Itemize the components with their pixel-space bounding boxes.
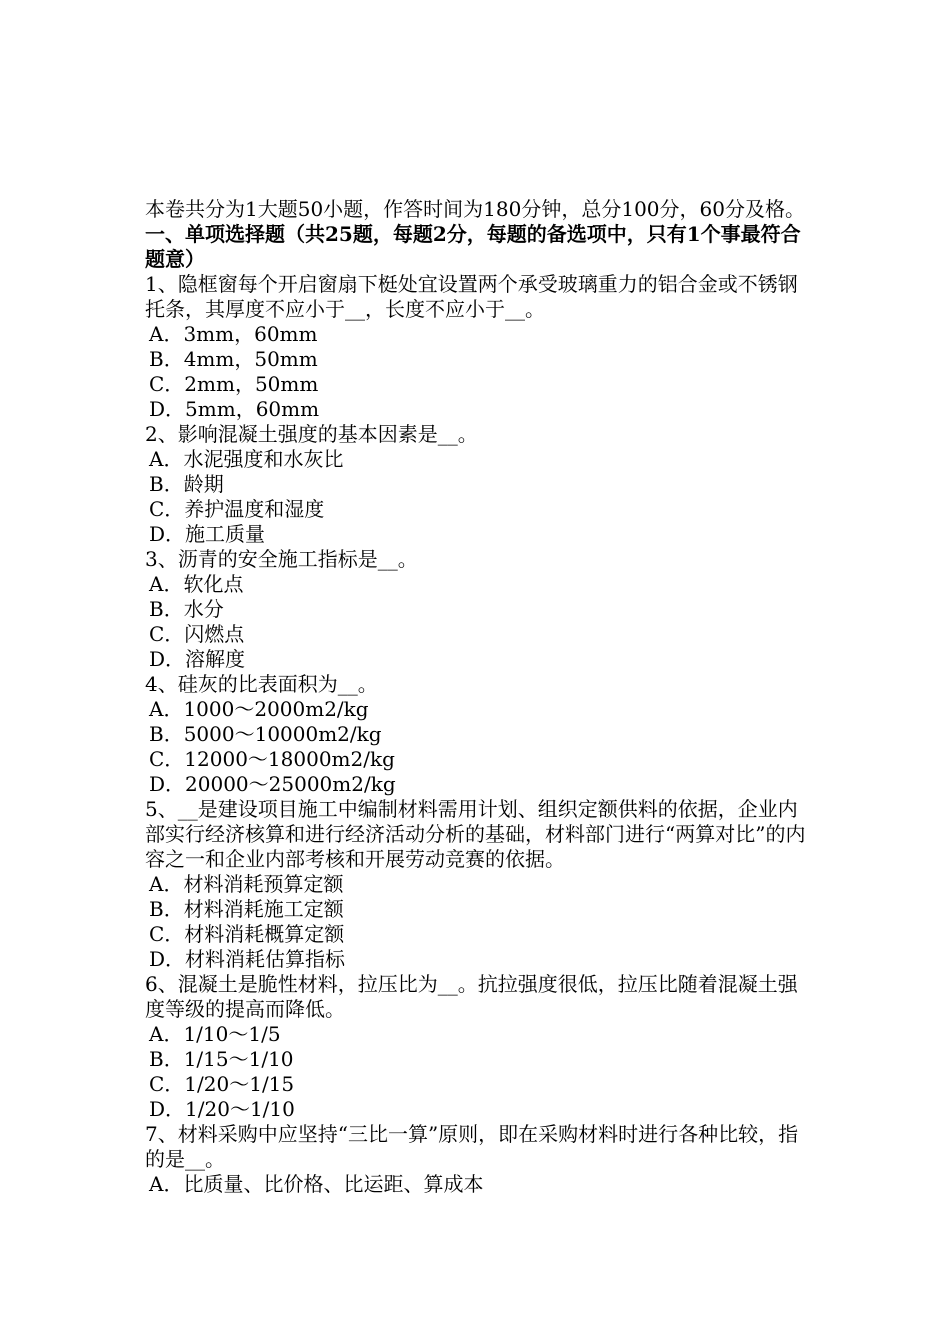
option-a: A．3mm，60mm (149, 322, 318, 346)
option-c: C．2mm，50mm (149, 372, 319, 396)
question-stem: 2、影响混凝土强度的基本因素是__。 (145, 422, 478, 446)
option-d: D．1/20～1/10 (149, 1097, 295, 1121)
question-stem: 1、隐框窗每个开启窗扇下梃处宜设置两个承受玻璃重力的铝合金或不锈钢托条，其厚度不应小于__，长度不应小于__。 (145, 272, 798, 321)
question-6 (145, 972, 810, 1122)
question-1 (145, 272, 810, 422)
option-d: D．5mm，60mm (149, 397, 320, 421)
option-a: A．比质量、比价格、比运距、算成本 (149, 1172, 484, 1196)
question-2 (145, 422, 810, 547)
option-b: B．水分 (149, 597, 224, 621)
question-4 (145, 672, 810, 797)
option-a: A．软化点 (149, 572, 244, 596)
option-a: A．1000～2000m2/kg (149, 697, 369, 721)
option-b: B．4mm，50mm (149, 347, 318, 371)
option-a: A．材料消耗预算定额 (149, 872, 344, 896)
option-c: C．12000～18000m2/kg (149, 747, 395, 771)
document-page (145, 197, 810, 1197)
question-3 (145, 547, 810, 672)
option-d: D．施工质量 (149, 522, 266, 546)
option-a: A．1/10～1/5 (149, 1022, 281, 1046)
question-stem: 6、混凝土是脆性材料，拉压比为__。抗拉强度很低，拉压比随着混凝土强度等级的提高而降低。 (145, 972, 798, 1021)
option-c: C．材料消耗概算定额 (149, 922, 345, 946)
question-5 (145, 797, 810, 972)
question-stem: 5、__是建设项目施工中编制材料需用计划、组织定额供料的依据，企业内部实行经济核算和进行经济活动分析的基础，材料部门进行“两算对比”的内容之一和企业内部考核和开展劳动竞赛的依据。 (145, 797, 806, 871)
option-c: C．养护温度和湿度 (149, 497, 325, 521)
option-a: A．水泥强度和水灰比 (149, 447, 344, 471)
question-stem: 4、硅灰的比表面积为__。 (145, 672, 378, 696)
option-d: D．溶解度 (149, 647, 246, 671)
option-d: D．材料消耗估算指标 (149, 947, 346, 971)
option-d: D．20000～25000m2/kg (149, 772, 396, 796)
question-7 (145, 1122, 810, 1197)
option-b: B．龄期 (149, 472, 224, 496)
option-c: C．闪燃点 (149, 622, 245, 646)
option-c: C．1/20～1/15 (149, 1072, 295, 1096)
question-stem: 7、材料采购中应坚持“三比一算”原则，即在采购材料时进行各种比较，指的是__。 (145, 1122, 799, 1171)
exam-intro: 本卷共分为1大题50小题，作答时间为180分钟，总分100分，60分及格。 (145, 197, 805, 221)
question-stem: 3、沥青的安全施工指标是__。 (145, 547, 418, 571)
option-b: B．1/15～1/10 (149, 1047, 294, 1071)
section-title: 一、单项选择题（共25题，每题2分，每题的备选项中，只有1个事最符合题意） (145, 222, 801, 271)
option-b: B．5000～10000m2/kg (149, 722, 382, 746)
option-b: B．材料消耗施工定额 (149, 897, 344, 921)
